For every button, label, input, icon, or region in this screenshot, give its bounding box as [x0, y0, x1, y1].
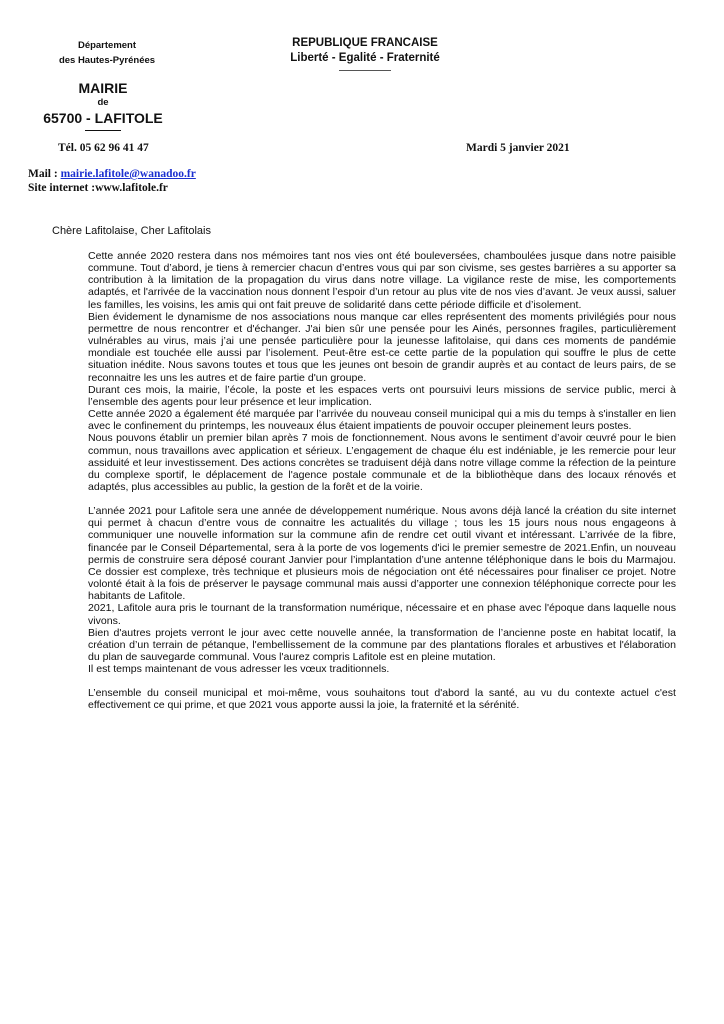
paragraph: Cette année 2020 a également été marquée par l’arrivée du nouveau conseil municipal qui a mis du temps à s'installer en lien avec le confinement du printemps, les nouveaux élus étaient impatients de pouvoir occuper pleinement leurs postes.	[88, 408, 676, 433]
department-label: Département	[77, 40, 137, 51]
department-name: des Hautes-Pyrénées	[58, 55, 156, 66]
paragraph: L’année 2021 pour Lafitole sera une année de développement numérique. Nous avons déjà lancé la création du site internet qui permet à chacun d’entre vous de connaitre les actualités du village ; tous les 15 jours nous nous engageons à communiquer une nouvelle information sur la commune afin de rendre cet outil vivant et intéressant. L’arrivée de la fibre, financée par le Conseil Départemental, sera à la porte de vos logements d'ici le premier semestre de 2021.Enfin, un nouveau permis de construire sera déposé courant Janvier pour l’implantation d’une antenne téléphonique dans le bois du Marmajou. Ce dossier est complexe, très technique et plusieurs mois de négociation ont été nécessaires pour finaliser ce projet. Notre volonté était à la fois de préserver le paysage communal mais aussi d’apporter une connexion téléphonique correcte pour les habitants de Lafitole.	[88, 505, 676, 603]
paragraph: Durant ces mois, la mairie, l’école, la poste et les espaces verts ont poursuivi leurs missions de service public, merci à l’ensemble des agents pour leur présence et leur implication.	[88, 383, 676, 408]
paragraph: Cette année 2020 restera dans nos mémoires tant nos vies ont été bouleversées, chamboulées jusque dans notre paisible commune. Tout d’abord, je tiens à remercier chacun d’entres vous qui par son civisme, ses gestes barrières a su apporter sa contribution à la limitation de la propagation du virus dans notre village. La vigilance reste de mise, les comportements adaptés, et l'arrivée de la vaccination nous donnent l’espoir d’un retour au plus vite de nos vies d’avant. Je veux aussi, saluer les familles, les voisins, les amis qui ont fait preuve de solidarité dans cette période difficile et d’isolement.	[88, 250, 676, 311]
telephone: Tél. 05 62 96 41 47	[58, 142, 149, 154]
department-block	[42, 38, 172, 68]
letter-date: Mardi 5 janvier 2021	[466, 142, 570, 154]
republique-title: REPUBLIQUE FRANCAISE	[292, 37, 438, 49]
mail-line	[28, 167, 196, 181]
paragraph: Bien d'autres projets verront le jour avec cette nouvelle année, la transformation de l’ancienne poste en habitat locatif, la création d’un terrain de pétanque, l'embellissement de la commune par des plantations florales et arbustives et l'élaboration du plan de sauvegarde communal. Vous l'aurez compris Lafitole est en pleine mutation.	[88, 626, 676, 663]
divider	[339, 70, 391, 71]
paragraph: Nous pouvons établir un premier bilan après 7 mois de fonctionnement. Nous avons le sentiment d’avoir œuvré pour le bien commun, nous travaillons avec application et sérieux. L’engagement de chaque élu est indéniable, je les remercie pour leur assiduité et leur investissement. Des actions concrètes se traduisent déjà dans notre village comme la réfection de la peinture du complexe sportif, le déplacement de l'agence postale communale et de la bibliothèque dans des locaux rénovés et adaptés, plus accessibles au public, la gestion de la forêt et de la voirie.	[88, 432, 676, 493]
website-line: Site internet :www.lafitole.fr	[28, 182, 168, 194]
republique-motto: Liberté - Egalité - Fraternité	[290, 52, 440, 64]
mairie-de: de	[97, 97, 109, 108]
mail-label: Mail :	[28, 168, 61, 180]
contact-block	[28, 167, 196, 195]
town-name: 65700 - LAFITOLE	[43, 110, 163, 126]
paragraph: Il est temps maintenant de vous adresser les vœux traditionnels.	[88, 663, 390, 676]
republique-block	[270, 36, 460, 71]
mairie-block	[28, 80, 178, 131]
paragraph: 2021, Lafitole aura pris le tournant de la transformation numérique, nécessaire et en phase avec l'époque dans laquelle nous vivons.	[88, 602, 676, 627]
greeting: Chère Lafitolaise, Cher Lafitolais	[52, 225, 211, 237]
paragraph: L’ensemble du conseil municipal et moi-même, vous souhaitons tout d'abord la santé, au vu du contexte actuel c'est effectivement ce qui prime, et que 2021 vous apporte aussi la joie, la fraternité et la sérénité.	[88, 687, 676, 712]
divider	[85, 130, 121, 131]
mairie-title: MAIRIE	[78, 80, 128, 96]
paragraph: Bien évidement le dynamisme de nos associations nous manque car elles représentent des moments privilégiés pour nous permettre de nous rencontrer et d'échanger. J'ai bien sûr une pensée pour les Ainés, personnes fragiles, particulièrement vulnérables au virus, mais j’ai une pensée particulière pour la jeunesse lafitolaise, qui dans ces moments de pandémie mondiale est touchée elle aussi par l’isolement. Peut-être est-ce cette partie de la population qui souffre le plus de cette situation inédite. Nous savons toutes et tous que les jeunes ont besoin de grandir auprès et au contact de leurs pairs, de se reconnaitre les uns les autres et de faire partie d'un groupe.	[88, 310, 676, 384]
mail-link[interactable]: mairie.lafitole@wanadoo.fr	[60, 168, 196, 180]
letter-body	[88, 250, 676, 712]
